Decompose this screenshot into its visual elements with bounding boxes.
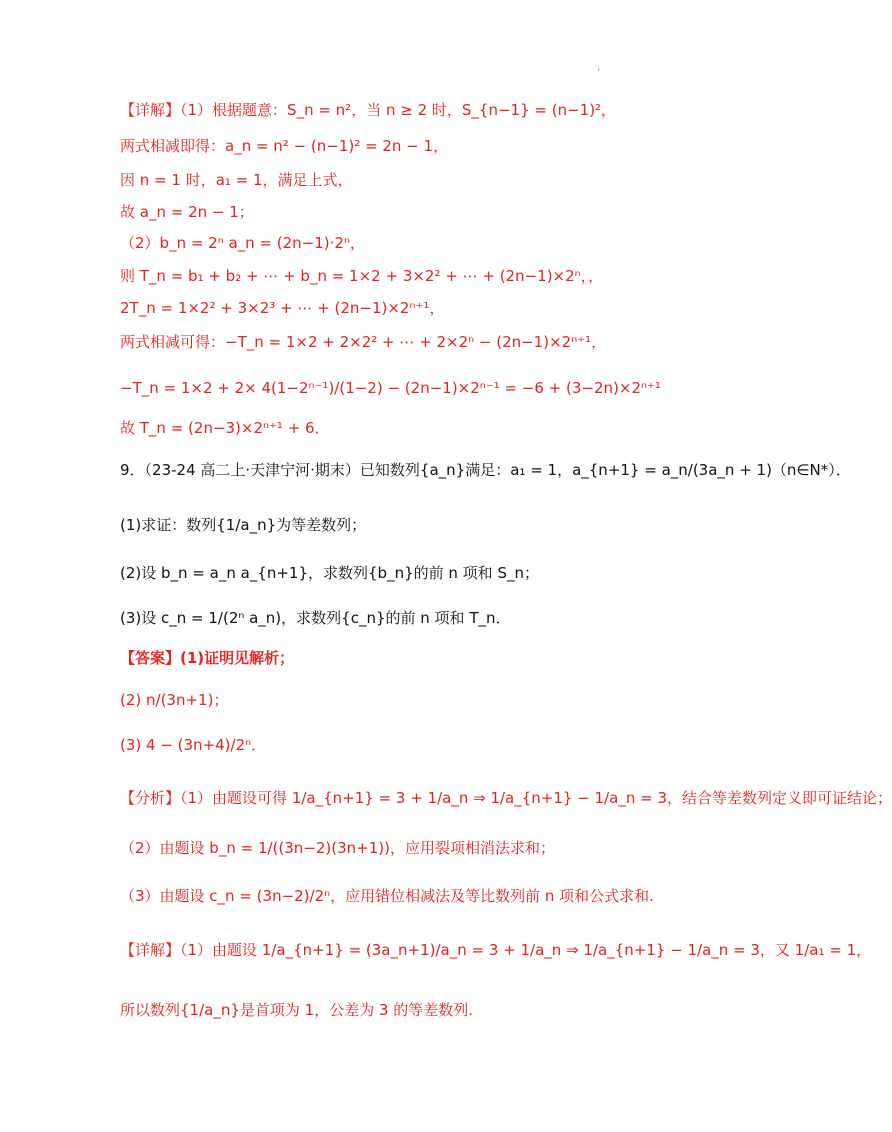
answer-line-1: 【答案】(1)证明见解析； — [120, 649, 295, 667]
question-9-part-3: (3)设 c_n = 1/(2ⁿ a_n)，求数列{c_n}的前 n 项和 T_n． — [120, 609, 511, 627]
answer-line-3: (3) 4 − (3n+4)/2ⁿ． — [120, 736, 267, 754]
detail-line-1: 【详解】（1）由题设 1/a_{n+1} = (3a_n+1)/a_n = 3 + 1/a_n ⇒ 1/a_{n+1} − 1/a_n = 3，又 1/a₁ = 1， — [120, 941, 872, 959]
analysis-line-1: 【分析】（1）由题设可得 1/a_{n+1} = 3 + 1/a_n ⇒ 1/a_{n+1} − 1/a_n = 3，结合等差数列定义即可证结论； — [120, 789, 892, 807]
solution-line-9: −T_n = 1×2 + 2× 4(1−2ⁿ⁻¹)/(1−2) − (2n−1)×2ⁿ⁻¹ = −6 + (3−2n)×2ⁿ⁺¹ — [120, 379, 661, 397]
solution-line-2: 两式相减即得：a_n = n² − (n−1)² = 2n − 1， — [120, 137, 449, 155]
solution-line-10: 故 T_n = (2n−3)×2ⁿ⁺¹ + 6． — [120, 419, 330, 437]
question-9-stem: 9．（23-24 高二上·天津宁河·期末）已知数列{a_n}满足：a₁ = 1，a_{n+1} = a_n/(3a_n + 1)（n∈N*）． — [120, 461, 851, 479]
solution-line-6: 则 T_n = b₁ + b₂ + ⋯ + b_n = 1×2 + 3×2² + ⋯ + (2n−1)×2ⁿ，， — [120, 267, 604, 285]
solution-line-7: 2T_n = 1×2² + 3×2³ + ⋯ + (2n−1)×2ⁿ⁺¹， — [120, 299, 445, 317]
question-9-part-2: (2)设 b_n = a_n a_{n+1}，求数列{b_n}的前 n 项和 S_n； — [120, 564, 539, 582]
analysis-line-2: （2）由题设 b_n = 1/((3n−2)(3n+1))，应用裂项相消法求和； — [120, 839, 555, 857]
solution-line-1: 【详解】（1）根据题意：S_n = n²，当 n ≥ 2 时，S_{n−1} = (n−1)²， — [120, 101, 617, 119]
solution-line-5: （2）b_n = 2ⁿ a_n = (2n−1)·2ⁿ， — [120, 234, 365, 252]
question-9-part-1: (1)求证：数列{1/a_n}为等差数列； — [120, 516, 367, 534]
solution-line-4: 故 a_n = 2n − 1； — [120, 203, 254, 221]
analysis-line-3: （3）由题设 c_n = (3n−2)/2ⁿ，应用错位相减法及等比数列前 n 项和公式求和. — [120, 887, 654, 905]
detail-line-2: 所以数列{1/a_n}是首项为 1，公差为 3 的等差数列. — [120, 1001, 474, 1019]
solution-line-3: 因 n = 1 时，a₁ = 1，满足上式， — [120, 171, 353, 189]
solution-line-8: 两式相减可得：−T_n = 1×2 + 2×2² + ⋯ + 2×2ⁿ − (2n−1)×2ⁿ⁺¹， — [120, 333, 607, 351]
corner-mark: . — [597, 62, 601, 73]
answer-line-2: (2) n/(3n+1)； — [120, 691, 229, 709]
